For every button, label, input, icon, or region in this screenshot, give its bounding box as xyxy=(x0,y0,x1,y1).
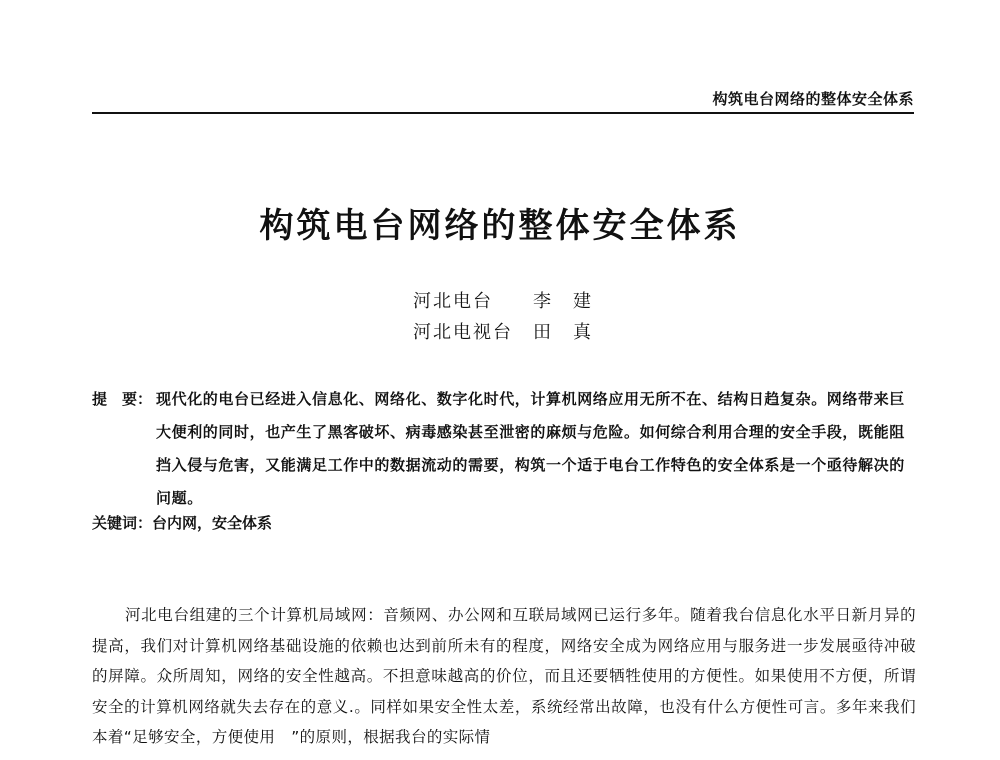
author-line-1 xyxy=(413,287,593,313)
keywords-block xyxy=(92,512,272,533)
abstract-block xyxy=(92,383,912,515)
article-title: 构筑电台网络的整体安全体系 xyxy=(259,206,741,246)
header-rule xyxy=(92,112,914,114)
body-paragraph: 河北电台组建的三个计算机局域网：音频网、办公网和互联局域网已运行多年。随着我台信息化水平日新月异的提高，我们对计算机网络基础设施的依赖也达到前所未有的程度，网络安全成为网络应用与服务进一步发展亟待冲破的屏障。众所周知，网络的安全性越高。不担意味越高的价位，而且还要牺牲使用的方便性。如果使用不方便，所谓安全的计算机网络就失去存在的意义.。同样如果安全性太差，系统经常出故障，也没有什么方便性可言。多年来我们本着“足够安全，方便使用 ”的原则，根据我台的实际情 xyxy=(92,606,916,746)
running-header: 构筑电台网络的整体安全体系 xyxy=(712,90,914,108)
author-line-2 xyxy=(413,318,593,344)
author-affiliation: 河北电台 xyxy=(413,291,493,312)
keywords-text: 台内网，安全体系 xyxy=(152,514,273,532)
author-name: 李 建 xyxy=(533,291,593,312)
author-affiliation: 河北电视台 xyxy=(413,322,513,343)
keywords-label: 关键词： xyxy=(92,514,153,532)
abstract-label: 提 要： xyxy=(92,390,153,408)
author-name: 田 真 xyxy=(533,322,593,343)
abstract-text: 现代化的电台已经进入信息化、网络化、数字化时代，计算机网络应用无所不在、结构日趋复杂。网络带来巨大便利的同时，也产生了黑客破坏、病毒感染甚至泄密的麻烦与危险。如何综合利用合理的安全手段，既能阻挡入侵与危害，又能满足工作中的数据流动的需要，构筑一个适于电台工作特色的安全体系是一个亟待解决的问题。 xyxy=(156,390,905,507)
